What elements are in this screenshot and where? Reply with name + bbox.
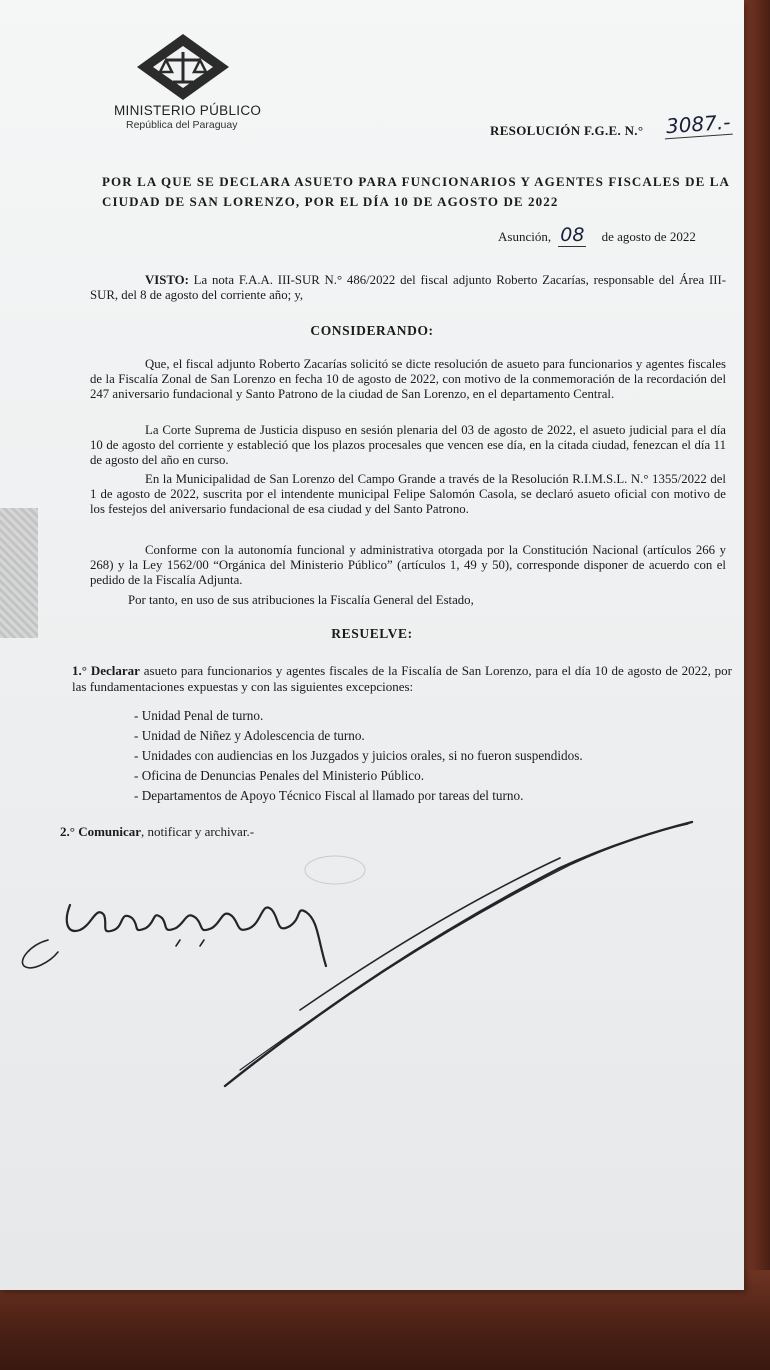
considerando-paragraph-3: En la Municipalidad de San Lorenzo del Campo Grande a través de la Resolución R.I.M.S.L. N.° 1355/2022 del 1 de agosto de 2022, suscrita por el intendente municipal Felipe Salomón Casola, se declaró asueto oficial con motivo de los festejos del aniversario fundacional de esa ciudad y del Santo Patrono. [90, 472, 726, 516]
list-item: - Unidades con audiencias en los Juzgados y juicios orales, si no fueron suspendidos. [134, 748, 583, 763]
considerando-paragraph-1: Que, el fiscal adjunto Roberto Zacarías solicitó se dicte resolución de asueto para funcionarios y agentes fiscales de la Fiscalía Zonal de San Lorenzo en fecha 10 de agosto de 2022, con motivo de la conmemoración de la recordación del 247 aniversario fundacional y Santo Patrono de la ciudad de San Lorenzo, en el departamento Central. [90, 357, 726, 401]
visto-text: La nota F.A.A. III-SUR N.° 486/2022 del fiscal adjunto Roberto Zacarías, responsable del Área III- SUR, del 8 de agosto del corriente año; y, [90, 273, 726, 302]
exceptions-list [134, 706, 583, 806]
list-item: - Unidad de Niñez y Adolescencia de turno. [134, 728, 365, 743]
document-title: POR LA QUE SE DECLARA ASUETO PARA FUNCIONARIOS Y AGENTES FISCALES DE LA CIUDAD DE SAN LORENZO, POR EL DÍA 10 DE AGOSTO DE 2022 [102, 174, 730, 209]
ministerio-publico-logo-icon [133, 32, 233, 102]
considerando-heading: CONSIDERANDO: [310, 323, 434, 338]
institution-name: MINISTERIO PÚBLICO [114, 103, 262, 118]
article-1-number: 1.° [72, 663, 87, 678]
article-2-verb: Comunicar [78, 824, 142, 839]
attached-paper-strip [0, 508, 38, 638]
list-item: - Unidad Penal de turno. [134, 708, 264, 723]
article-2-number: 2.° [60, 824, 75, 839]
institution-country: República del Paraguay [126, 119, 238, 131]
considerando-paragraph-5: Por tanto, en uso de sus atribuciones la Fiscalía General del Estado, [128, 593, 474, 607]
resolution-label: RESOLUCIÓN F.G.E. N.° [490, 123, 644, 138]
date-line [498, 224, 696, 247]
considerando-paragraph-4: Conforme con la autonomía funcional y administrativa otorgada por la Constitución Nacional (artículos 266 y 268) y la Ley 1562/00 “Orgánica del Ministerio Público” (artículos 1, 49 y 50), corresponde disponer de acuerdo con el pedido de la Fiscalía Adjunta. [90, 543, 726, 587]
visto-paragraph [90, 273, 726, 303]
resuelve-heading: RESUELVE: [331, 626, 413, 641]
list-item: - Departamentos de Apoyo Técnico Fiscal al llamado por tareas del turno. [134, 788, 524, 803]
visto-label: VISTO: [145, 273, 189, 287]
date-day: 08 [560, 224, 585, 246]
article-1-text: asueto para funcionarios y agentes fiscales de la Fiscalía de San Lorenzo, para el día 10 de agosto de 2022, por las fundamentaciones expuestas y con las siguientes excepciones: [72, 663, 733, 694]
resolve-article-1 [72, 663, 732, 695]
article-1-verb: Declarar [90, 663, 140, 678]
date-rest: de agosto de 2022 [601, 229, 696, 244]
resolve-article-2 [60, 824, 254, 840]
resolution-number: 3087.- [663, 110, 733, 140]
considerando-paragraph-2: La Corte Suprema de Justicia dispuso en sesión plenaria del 03 de agosto de 2022, el asueto judicial para el día 10 de agosto del corriente y estableció que los plazos procesales que vencen ese día, en la citada ciudad, fenezcan el día 11 de agosto del año en curso. [90, 423, 726, 467]
date-place: Asunción, [498, 229, 552, 244]
table-background-right [742, 0, 770, 1300]
list-item: - Oficina de Denuncias Penales del Ministerio Público. [134, 768, 425, 783]
article-2-text: , notificar y archivar.- [141, 824, 255, 839]
